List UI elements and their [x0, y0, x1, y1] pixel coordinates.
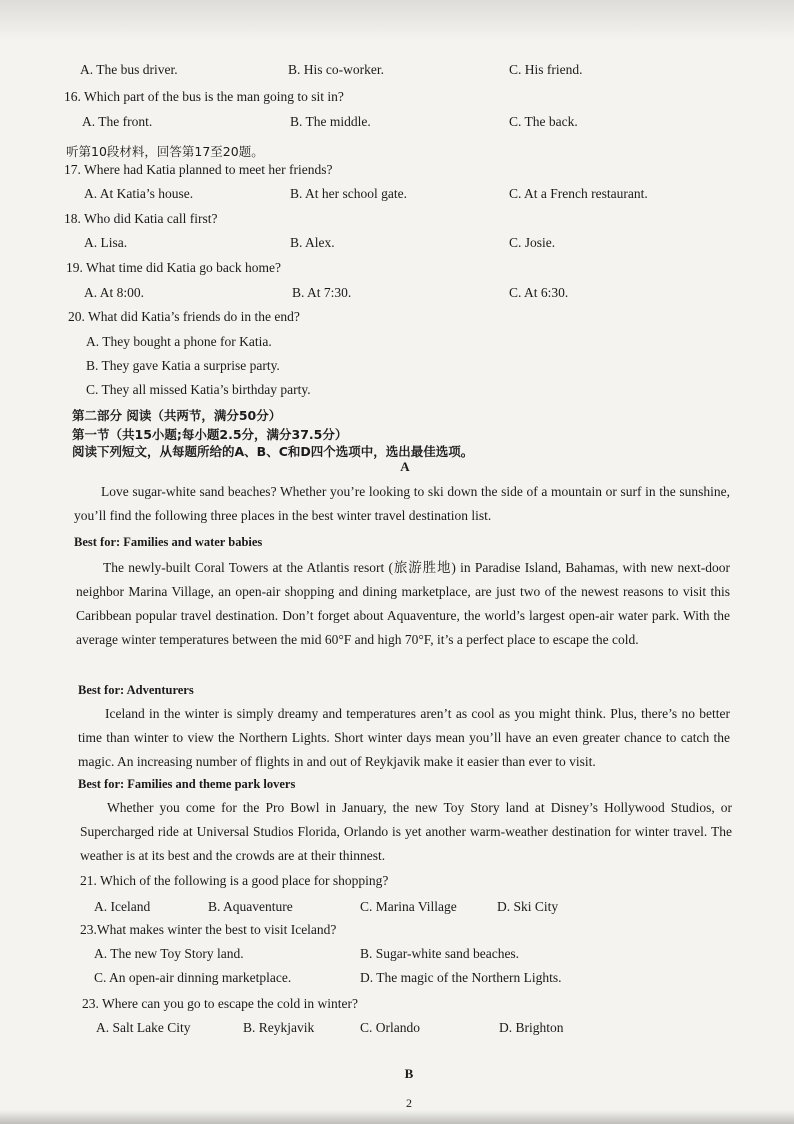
q21-option-a: A. Iceland — [94, 899, 151, 914]
section-heading-theme-park: Best for: Families and theme park lovers — [78, 777, 296, 791]
scan-edge-bottom — [0, 1110, 794, 1124]
q23-option-c: C. Orlando — [360, 1020, 420, 1035]
q17-option-a: A. At Katia’s house. — [84, 186, 194, 201]
paragraph-atlantis — [76, 556, 730, 652]
q16-option-a: A. The front. — [82, 114, 153, 129]
q19-option-c: C. At 6:30. — [509, 285, 569, 300]
q16-option-b: B. The middle. — [290, 114, 371, 129]
q20-option-c: C. They all missed Katia’s birthday party. — [86, 382, 311, 397]
section-heading-families-water: Best for: Families and water babies — [74, 535, 263, 549]
q22-stem: 23.What makes winter the best to visit Iceland? — [80, 922, 337, 937]
q22-option-c: C. An open-air dinning marketplace. — [94, 970, 292, 985]
q23-option-a: A. Salt Lake City — [96, 1020, 191, 1035]
q23-stem: 23. Where can you go to escape the cold in winter? — [82, 996, 359, 1011]
paragraph-orlando-text: Whether you come for the Pro Bowl in January, the new Toy Story land at Disney’s Hollywood Studios, or Supercharged ride at Universal Studios Florida, Orlando is yet another warm-weather destination for winter travel. The weather is at its best and the crowds are at their thinnest. — [80, 800, 732, 863]
q20-option-a: A. They bought a phone for Katia. — [86, 334, 272, 349]
q19-option-b: B. At 7:30. — [292, 285, 352, 300]
q18-option-c: C. Josie. — [509, 235, 556, 250]
paragraph-iceland — [78, 702, 730, 774]
q19-option-a: A. At 8:00. — [84, 285, 145, 300]
q15-option-c: C. His friend. — [509, 62, 583, 77]
q19-stem: 19. What time did Katia go back home? — [66, 260, 281, 275]
section-10-instruction: 听第10段材料，回答第17至20题。 — [66, 144, 264, 159]
q20-option-b: B. They gave Katia a surprise party. — [86, 358, 280, 373]
passage-intro-text: Love sugar-white sand beaches? Whether you’re looking to ski down the side of a mountain or surf in the sunshine, you’ll find the following three places in the best winter travel destination list. — [74, 484, 730, 523]
q23-option-d: D. Brighton — [499, 1020, 564, 1035]
reading-instruction: 阅读下列短文，从每题所给的A、B、C和D四个选项中，选出最佳选项。 — [72, 444, 474, 459]
passage-a-label: A — [400, 459, 410, 474]
scan-noise-top — [0, 0, 794, 40]
q17-stem: 17. Where had Katia planned to meet her friends? — [64, 162, 333, 177]
passage-b-label: B — [404, 1066, 414, 1081]
q16-option-c: C. The back. — [509, 114, 578, 129]
q15-option-a: A. The bus driver. — [80, 62, 178, 77]
q22-option-b: B. Sugar-white sand beaches. — [360, 946, 520, 961]
q18-option-a: A. Lisa. — [84, 235, 128, 250]
paragraph-atlantis-text: The newly-built Coral Towers at the Atlantis resort (旅游胜地) in Paradise Island, Bahamas, with new next-door neighbor Marina Village, an open-air shopping and dining marketplace, are just two of the newest reasons to visit this Caribbean popular travel destination. Don’t forget about Aquaventure, the world’s largest open-air water park. With the average winter temperatures between the mid 60°F and high 70°F, it’s a perfect place to escape the cold. — [76, 560, 730, 647]
q23-option-b: B. Reykjavik — [243, 1020, 315, 1035]
q22-option-a: A. The new Toy Story land. — [94, 946, 244, 961]
part-2-heading: 第二部分 阅读（共两节，满分50分） — [72, 408, 282, 423]
paragraph-iceland-text: Iceland in the winter is simply dreamy and temperatures aren’t as cool as you might think. Plus, there’s no better time than winter to view the Northern Lights. Short winter days mean you’ll have an even greater chance to catch the magic. An increasing number of flights in and out of Reykjavik make it easier than ever to visit. — [78, 706, 730, 769]
q16-stem: 16. Which part of the bus is the man going to sit in? — [64, 89, 344, 104]
q21-option-d: D. Ski City — [497, 899, 559, 914]
q17-option-c: C. At a French restaurant. — [509, 186, 648, 201]
q15-option-b: B. His co-worker. — [288, 62, 384, 77]
q20-stem: 20. What did Katia’s friends do in the end? — [68, 309, 300, 324]
q17-option-b: B. At her school gate. — [290, 186, 407, 201]
paragraph-orlando — [80, 796, 732, 868]
q21-option-b: B. Aquaventure — [208, 899, 293, 914]
q22-option-d: D. The magic of the Northern Lights. — [360, 970, 562, 985]
passage-intro — [74, 480, 730, 528]
q18-stem: 18. Who did Katia call first? — [64, 211, 218, 226]
section-heading-adventurers: Best for: Adventurers — [78, 683, 194, 697]
section-1-heading: 第一节（共15小题;每小题2.5分，满分37.5分） — [72, 427, 348, 442]
q21-option-c: C. Marina Village — [360, 899, 457, 914]
page-number: 2 — [406, 1096, 412, 1110]
q18-option-b: B. Alex. — [290, 235, 335, 250]
q21-stem: 21. Which of the following is a good place for shopping? — [80, 873, 389, 888]
